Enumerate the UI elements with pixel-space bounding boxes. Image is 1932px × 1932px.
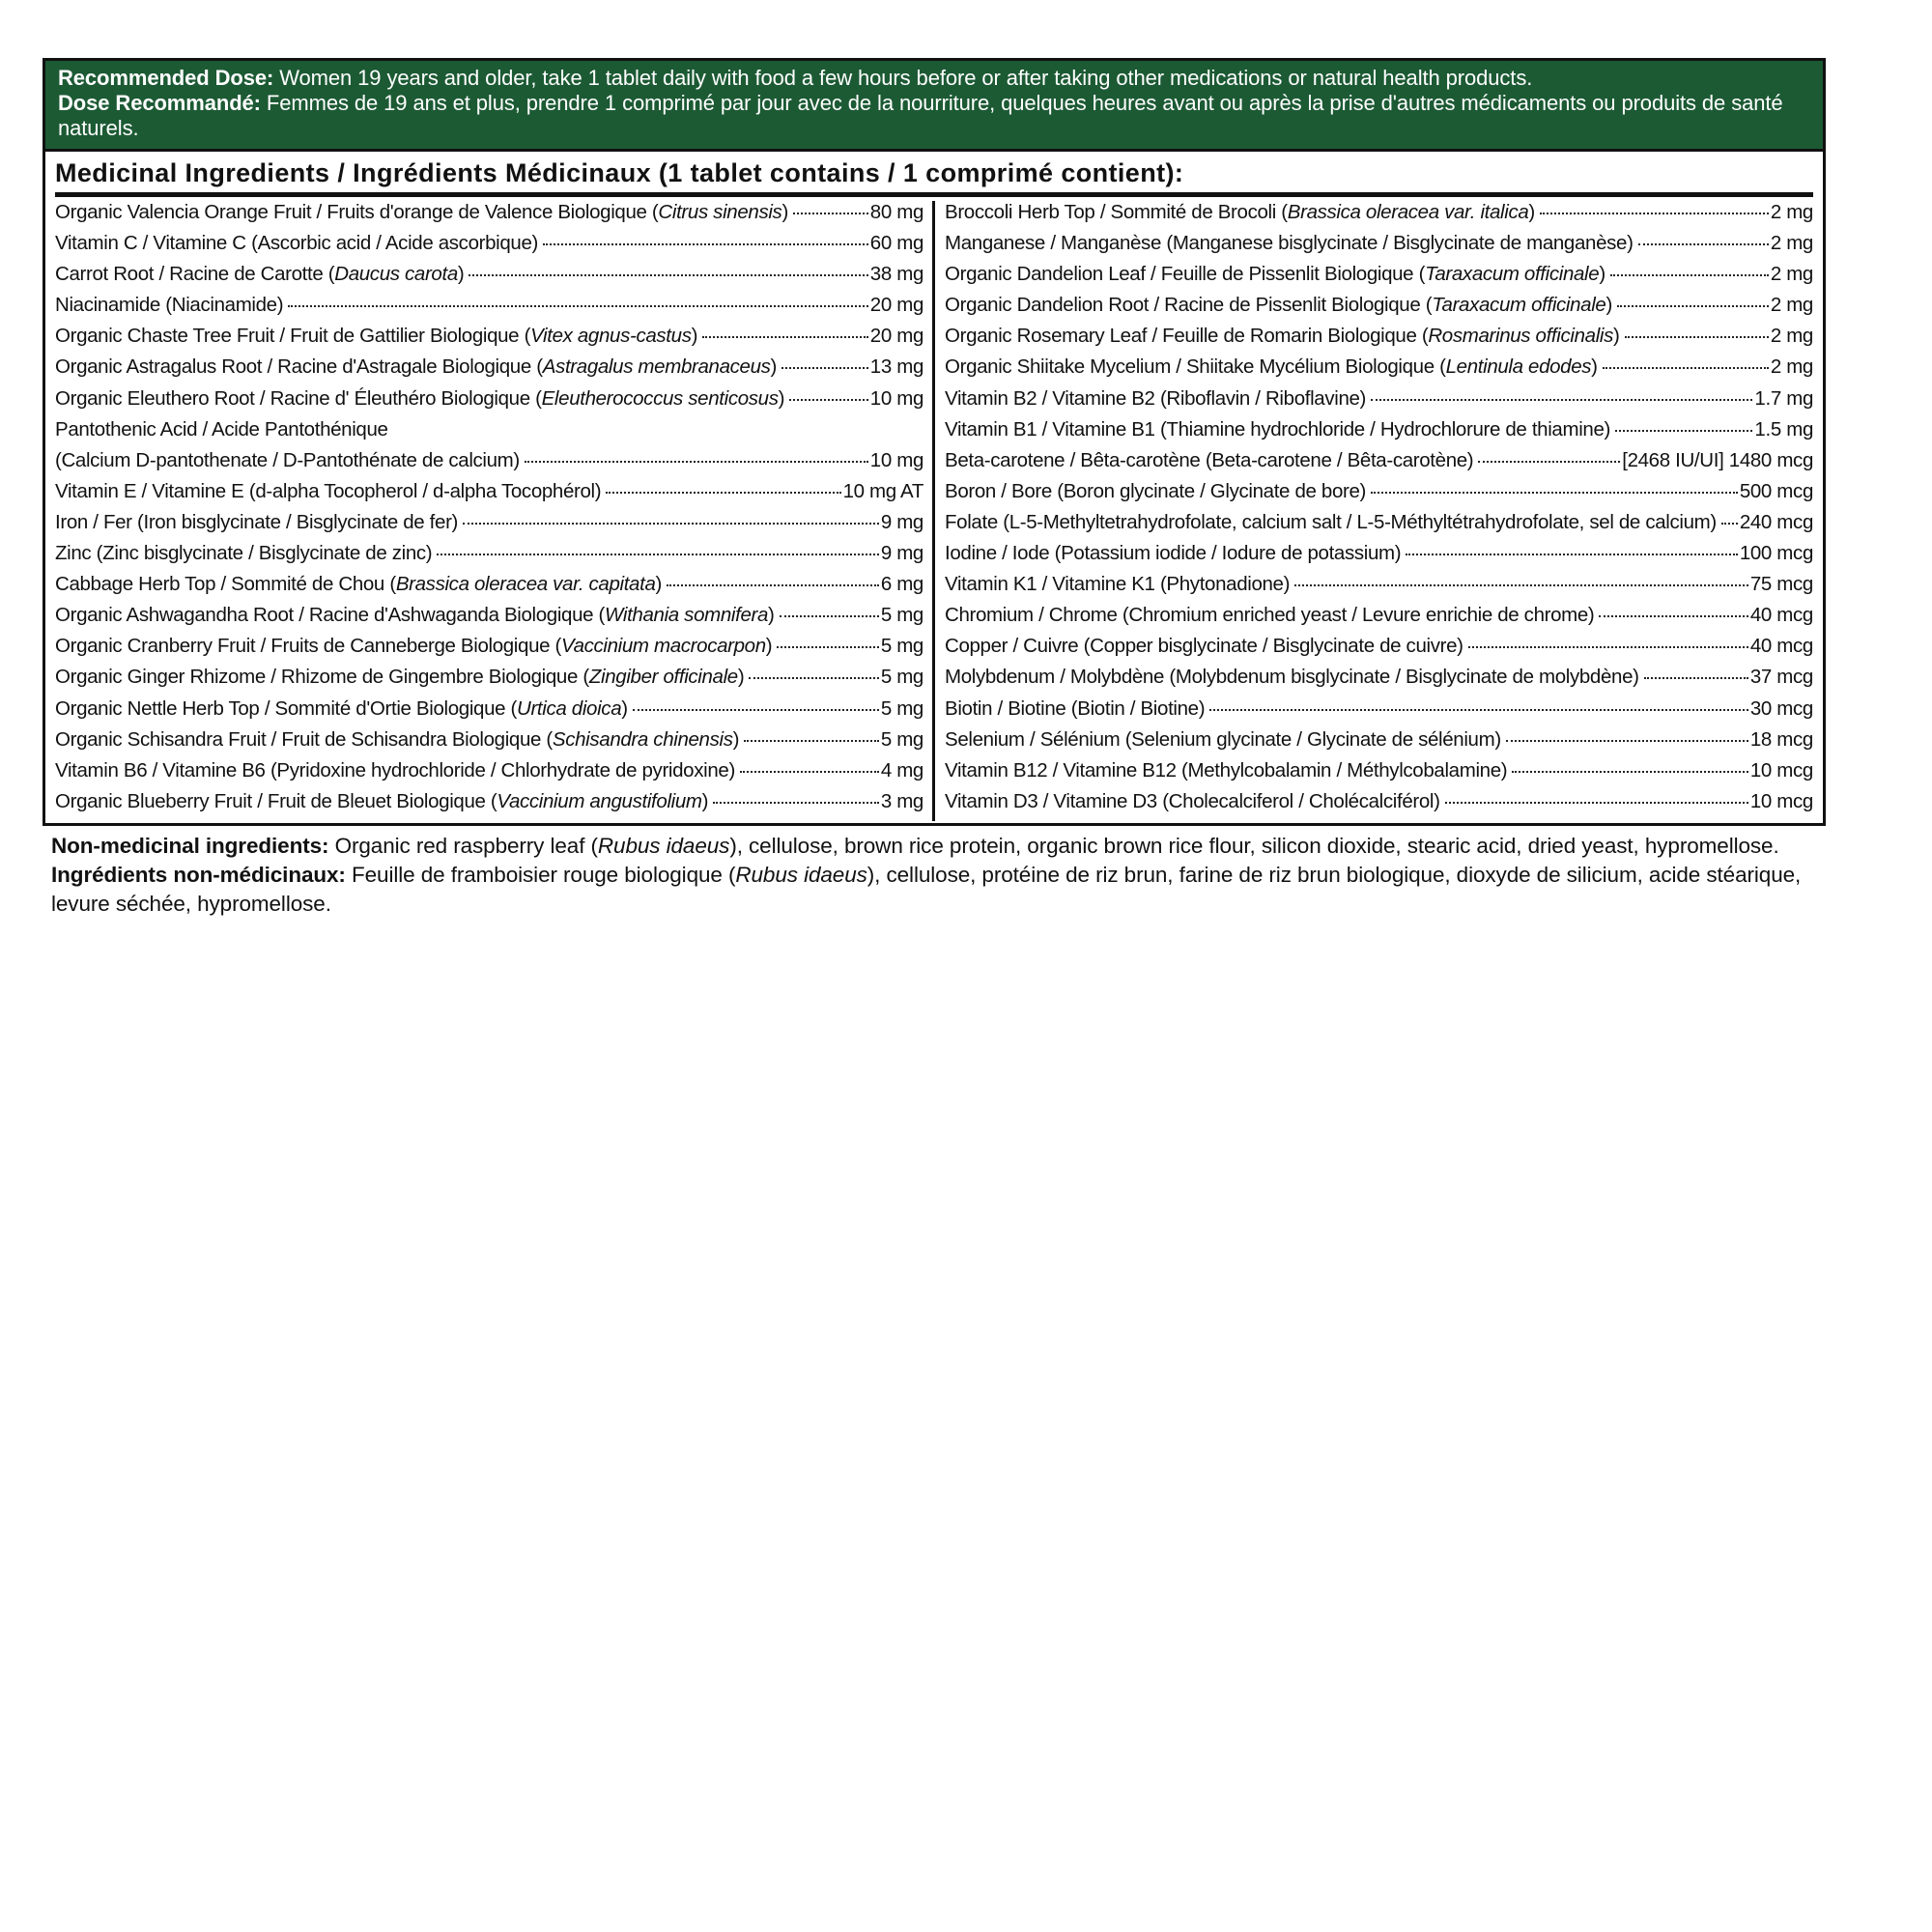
ingredient-name-text: Selenium / Sélénium (Selenium glycinate / Glycinate de sélénium) [945,727,1501,751]
dot-leader [777,646,879,648]
ingredient-name [55,759,735,782]
dot-leader [702,336,868,338]
ingredient-row [945,542,1813,573]
ingredient-name [55,697,628,721]
dot-leader [1406,554,1738,555]
ingredient-name-text: Molybdenum / Molybdène (Molybdenum bisglycinate / Bisglycinate de molybdène) [945,666,1639,689]
ingredient-name-text: Cabbage Herb Top / Sommité de Chou ( [55,573,396,596]
ingredient-row [945,355,1813,386]
ingredient-amount: 40 mcg [1749,635,1813,658]
ingredient-row [55,511,923,542]
ingredient-row [945,201,1813,232]
ingredient-amount: 2 mg [1770,355,1813,379]
ingredient-name-close: ) [621,696,628,720]
ingredient-name [945,387,1366,411]
dot-leader [789,399,868,401]
ingredient-amount: 2 mg [1770,294,1813,317]
ingredient-row [55,263,923,294]
recommended-dose-box [43,58,1826,152]
ingredient-row [55,604,923,635]
dose-english [58,66,1811,91]
ingredient-amount: 20 mg [869,294,923,317]
dot-leader [1617,305,1769,307]
ingredient-name-close: ) [781,201,788,223]
ingredient-name-close: ) [765,635,773,658]
ingredient-amount: 6 mg [880,573,923,596]
ingredient-amount: 20 mg [869,325,923,348]
ingredient-name-close: ) [1613,325,1620,348]
non-medicinal-english [51,832,1816,861]
ingredient-row [945,697,1813,728]
dot-leader [780,615,879,617]
ingredient-row [945,232,1813,263]
ingredient-row [945,604,1813,635]
ingredient-name-close: ) [1599,263,1605,286]
ingredient-name [55,387,784,411]
non-medicinal-french [51,861,1816,919]
non-medicinal-french-pre: Feuille de framboisier rouge biologique ( [345,862,736,887]
ingredient-name [55,542,432,565]
ingredient-row [55,418,923,449]
ingredient-row [945,294,1813,325]
ingredient-name-close: ) [1605,294,1612,317]
dot-leader [1445,802,1748,804]
ingredient-name-close: ) [778,386,785,410]
ingredient-name [55,294,283,317]
ingredient-amount: 10 mg [869,448,923,471]
ingredient-amount: 2 mg [1770,325,1813,348]
dose-english-text: Women 19 years and older, take 1 tablet daily with food a few hours before or after taking other medications or natural health products. [273,66,1533,90]
ingredient-amount: 3 mg [880,789,923,812]
ingredient-name-text: Chromium / Chrome (Chromium enriched yeast / Levure enrichie de chrome) [945,604,1595,627]
ingredient-name-text: Vitamin D3 / Vitamine D3 (Cholecalciferol / Cholécalciférol) [945,789,1440,812]
dot-leader [543,243,868,245]
ingredient-latin-name: Withania somnifera [605,604,769,627]
dot-leader [1371,399,1752,401]
ingredient-amount: 10 mg AT [842,479,923,502]
non-medicinal-english-label: Non-medicinal ingredients: [51,833,329,858]
non-medicinal-french-post: ), cellulose, protéine de riz brun, farine de riz brun biologique, dioxyde de silicium, acide stéarique, levure séchée, hypromellose. [51,862,1802,916]
ingredient-row [55,449,923,480]
ingredient-amount: 5 mg [880,635,923,658]
ingredients-left-column [55,201,935,821]
ingredient-row [55,573,923,604]
ingredient-name [55,418,388,441]
ingredient-row [55,790,923,821]
dot-leader [1371,492,1738,494]
ingredient-name-text: Organic Cranberry Fruit / Fruits de Canneberge Biologique ( [55,635,561,658]
ingredient-name [55,201,788,224]
ingredient-row [945,480,1813,511]
ingredient-row [55,542,923,573]
ingredient-amount: 240 mcg [1739,510,1813,533]
dot-leader [1625,336,1769,338]
ingredient-latin-name: Vitex agnus-castus [530,325,692,348]
ingredient-amount: 9 mg [880,542,923,565]
ingredient-name-text: Organic Rosemary Leaf / Feuille de Romarin Biologique ( [945,325,1429,348]
ingredient-name-text: Organic Dandelion Root / Racine de Pissenlit Biologique ( [945,294,1433,317]
ingredient-name [55,263,464,286]
ingredient-amount: 75 mcg [1749,573,1813,596]
dot-leader [1610,274,1769,276]
ingredient-amount: 30 mcg [1749,696,1813,720]
ingredient-name-text: Biotin / Biotine (Biotin / Biotine) [945,696,1206,720]
ingredients-right-column [935,201,1813,821]
ingredient-row [945,418,1813,449]
dot-leader [781,367,868,369]
ingredient-name [945,511,1717,534]
ingredient-amount: 5 mg [880,727,923,751]
dot-leader [633,709,879,711]
dose-english-label: Recommended Dose: [58,66,274,90]
ingredient-name-text: Vitamin E / Vitamine E (d-alpha Tocopherol / d-alpha Tocophérol) [55,479,602,502]
ingredient-name [945,790,1440,813]
dot-leader [1638,243,1769,245]
ingredient-amount: 5 mg [880,604,923,627]
dose-french-label: Dose Recommandé: [58,91,261,115]
ingredient-row [55,480,923,511]
ingredient-name-close: ) [737,666,745,689]
ingredient-name [945,728,1501,752]
ingredient-latin-name: Vaccinium macrocarpon [561,635,766,658]
ingredient-row [945,759,1813,790]
ingredient-name [945,232,1634,255]
dot-leader [667,584,879,586]
ingredient-latin-name: Zingiber officinale [588,666,738,689]
ingredient-amount: 5 mg [880,696,923,720]
ingredient-row [55,201,923,232]
ingredient-amount: 9 mg [880,510,923,533]
ingredient-name [55,325,697,348]
dot-leader [1512,771,1748,773]
non-medicinal-french-label: Ingrédients non-médicinaux: [51,862,346,887]
ingredient-name [55,449,520,472]
dot-leader [1721,523,1738,525]
ingredient-name [55,355,777,379]
ingredient-name-close: ) [701,789,709,812]
ingredient-name-text: Organic Valencia Orange Fruit / Fruits d'orange de Valence Biologique ( [55,201,659,223]
ingredient-name [55,635,772,658]
ingredient-name-text: Vitamin B1 / Vitamine B1 (Thiamine hydrochloride / Hydrochlorure de thiamine) [945,417,1610,440]
dot-leader [713,802,879,804]
medicinal-ingredients-box [43,152,1826,826]
ingredient-amount: 60 mg [869,232,923,255]
ingredient-name-close: ) [1591,355,1598,379]
ingredient-amount: 5 mg [880,666,923,689]
dot-leader [1615,430,1752,432]
ingredient-row [945,666,1813,696]
supplement-label [43,58,1826,919]
ingredient-name-text: Manganese / Manganèse (Manganese bisglycinate / Bisglycinate de manganèse) [945,232,1634,255]
ingredient-amount: [2468 IU/UI] 1480 mcg [1622,448,1813,471]
ingredient-latin-name: Brassica oleracea var. italica [1287,201,1529,223]
ingredient-latin-name: Eleutherococcus senticosus [541,386,779,410]
dot-leader [469,274,867,276]
ingredient-row [945,263,1813,294]
ingredient-name [945,201,1535,224]
ingredient-row [945,790,1813,821]
ingredient-amount: 100 mcg [1739,542,1813,565]
ingredient-name-text: Iron / Fer (Iron bisglycinate / Bisglycinate de fer) [55,510,459,533]
ingredient-name [945,325,1620,348]
ingredient-amount: 2 mg [1770,201,1813,223]
ingredient-amount: 500 mcg [1739,479,1813,502]
ingredient-name-text: Vitamin B6 / Vitamine B6 (Pyridoxine hydrochloride / Chlorhydrate de pyridoxine) [55,758,735,781]
dot-leader [1603,367,1769,369]
ingredients-columns [55,201,1813,821]
dot-leader [463,523,879,525]
ingredient-name [945,542,1401,565]
ingredient-name [945,480,1366,503]
dose-french-text: Femmes de 19 ans et plus, prendre 1 comprimé par jour avec de la nourriture, quelques heures avant ou après la prise d'autres médicaments ou produits de santé naturels. [58,91,1783,140]
ingredient-name [55,480,601,503]
ingredient-latin-name: Vaccinium angustifolium [497,789,702,812]
ingredient-name-text: Vitamin B12 / Vitamine B12 (Methylcobalamin / Méthylcobalamine) [945,758,1508,781]
ingredient-row [945,325,1813,355]
ingredient-name-text: Organic Dandelion Leaf / Feuille de Pissenlit Biologique ( [945,263,1426,286]
ingredient-latin-name: Brassica oleracea var. capitata [395,573,656,596]
ingredient-name-text: Organic Chaste Tree Fruit / Fruit de Gattilier Biologique ( [55,325,531,348]
ingredient-latin-name: Schisandra chinensis [552,727,733,751]
ingredient-amount: 40 mcg [1749,604,1813,627]
medicinal-ingredients-title: Medicinal Ingredients / Ingrédients Médicinaux (1 tablet contains / 1 comprimé contient): [55,152,1813,197]
ingredient-name-text: Beta-carotene / Bêta-carotène (Beta-carotene / Bêta-carotène) [945,448,1474,471]
dot-leader [1294,584,1748,586]
ingredient-name-text: Organic Shiitake Mycelium / Shiitake Mycélium Biologique ( [945,355,1446,379]
non-medicinal-english-latin: Rubus idaeus [597,833,730,858]
ingredient-row [945,728,1813,759]
dot-leader [744,740,879,742]
ingredient-amount: 18 mcg [1749,727,1813,751]
ingredient-latin-name: Rosmarinus officinalis [1428,325,1614,348]
ingredient-name-text: Vitamin B2 / Vitamine B2 (Riboflavin / Riboflavine) [945,386,1367,410]
ingredient-row [945,511,1813,542]
ingredient-name [945,759,1507,782]
ingredient-name [945,449,1473,472]
ingredient-row [945,635,1813,666]
ingredient-row [55,325,923,355]
ingredient-name-text: Carrot Root / Racine de Carotte ( [55,263,335,286]
dot-leader [1644,677,1748,679]
ingredient-name-text: Organic Astragalus Root / Racine d'Astragale Biologique ( [55,355,543,379]
ingredient-row [945,387,1813,418]
ingredient-row [945,573,1813,604]
ingredient-name [55,604,775,627]
ingredient-name [945,697,1205,721]
ingredient-name-text: Broccoli Herb Top / Sommité de Brocoli ( [945,201,1288,223]
ingredient-name [55,232,538,255]
non-medicinal-ingredients [43,826,1826,919]
ingredient-name-close: ) [768,604,775,627]
dot-leader [1599,615,1747,617]
ingredient-name-text: Organic Ashwagandha Root / Racine d'Ashwaganda Biologique ( [55,604,606,627]
ingredient-name [945,666,1639,689]
ingredient-name-text: Organic Schisandra Fruit / Fruit de Schisandra Biologique ( [55,727,553,751]
ingredient-name [55,511,458,534]
ingredient-latin-name: Taraxacum officinale [1425,263,1600,286]
ingredient-name [945,263,1605,286]
ingredient-amount: 13 mg [869,355,923,379]
ingredient-name [55,790,708,813]
ingredient-name-close: ) [1528,201,1535,223]
ingredient-name-text: Zinc (Zinc bisglycinate / Bisglycinate de zinc) [55,542,433,565]
dot-leader [1540,213,1769,214]
ingredient-amount: 2 mg [1770,263,1813,286]
dot-leader [606,492,840,494]
dot-leader [1209,709,1748,711]
ingredient-amount: 10 mcg [1749,789,1813,812]
ingredient-amount: 10 mcg [1749,758,1813,781]
non-medicinal-french-latin: Rubus idaeus [735,862,867,887]
ingredient-amount: 1.5 mg [1754,417,1813,440]
ingredient-name-close: ) [691,325,698,348]
dot-leader [288,305,868,307]
ingredient-name [55,666,744,689]
non-medicinal-english-post: ), cellulose, brown rice protein, organic brown rice flour, silicon dioxide, stearic acid, dried yeast, hypromellose. [729,833,1779,858]
ingredient-row [55,666,923,696]
ingredient-name-close: ) [732,727,740,751]
ingredient-latin-name: Lentinula edodes [1445,355,1592,379]
dot-leader [1506,740,1748,742]
ingredient-name-text: Organic Eleuthero Root / Racine d' Éleuthéro Biologique ( [55,386,542,410]
ingredient-name-text: (Calcium D-pantothenate / D-Pantothénate de calcium) [55,448,520,471]
ingredient-row [55,697,923,728]
ingredient-latin-name: Astragalus membranaceus [542,355,771,379]
ingredient-name-text: Copper / Cuivre (Copper bisglycinate / Bisglycinate de cuivre) [945,635,1463,658]
ingredient-name-text: Boron / Bore (Boron glycinate / Glycinate de bore) [945,479,1367,502]
ingredient-row [55,294,923,325]
ingredient-name-text: Organic Ginger Rhizome / Rhizome de Gingembre Biologique ( [55,666,589,689]
ingredient-name-text: Organic Nettle Herb Top / Sommité d'Ortie Biologique ( [55,696,517,720]
ingredient-row [55,232,923,263]
ingredient-name [945,418,1610,441]
ingredient-amount: 37 mcg [1749,666,1813,689]
ingredient-latin-name: Citrus sinensis [658,201,782,223]
ingredient-row [55,759,923,790]
ingredient-amount: 2 mg [1770,232,1813,255]
dot-leader [1468,646,1748,648]
ingredient-name-text: Vitamin K1 / Vitamine K1 (Phytonadione) [945,573,1291,596]
non-medicinal-english-pre: Organic red raspberry leaf ( [328,833,598,858]
ingredient-name [55,728,739,752]
ingredient-name-text: Pantothenic Acid / Acide Pantothénique [55,417,388,440]
ingredient-name-text: Organic Blueberry Fruit / Fruit de Bleuet Biologique ( [55,789,497,812]
dot-leader [793,213,868,214]
ingredient-latin-name: Daucus carota [334,263,458,286]
dot-leader [749,677,878,679]
ingredient-name-close: ) [457,263,465,286]
dot-leader [437,554,879,555]
ingredient-name [945,355,1598,379]
ingredient-name [945,635,1463,658]
ingredient-name [945,573,1290,596]
ingredient-name [945,294,1612,317]
ingredient-row [55,355,923,386]
ingredient-name-text: Niacinamide (Niacinamide) [55,294,284,317]
dot-leader [1478,461,1620,463]
ingredient-name-close: ) [770,355,778,379]
ingredient-name [55,573,662,596]
ingredient-row [55,728,923,759]
ingredient-amount: 1.7 mg [1754,386,1813,410]
dose-french [58,91,1811,141]
ingredient-amount: 4 mg [880,758,923,781]
ingredient-amount: 10 mg [869,386,923,410]
ingredient-name-close: ) [655,573,662,596]
ingredient-name-text: Folate (L-5-Methyltetrahydrofolate, calcium salt / L-5-Méthyltétrahydrofolate, sel de calcium) [945,510,1717,533]
ingredient-latin-name: Taraxacum officinale [1432,294,1606,317]
ingredient-name-text: Vitamin C / Vitamine C (Ascorbic acid / Acide ascorbique) [55,232,538,255]
dot-leader [525,461,868,463]
ingredient-amount: 38 mg [869,263,923,286]
ingredient-row [55,635,923,666]
ingredient-row [55,387,923,418]
ingredient-latin-name: Urtica dioica [517,696,622,720]
ingredient-amount: 80 mg [869,201,923,223]
ingredient-name-text: Iodine / Iode (Potassium iodide / Iodure de potassium) [945,542,1402,565]
ingredient-name [945,604,1594,627]
dot-leader [740,771,879,773]
ingredient-row [945,449,1813,480]
